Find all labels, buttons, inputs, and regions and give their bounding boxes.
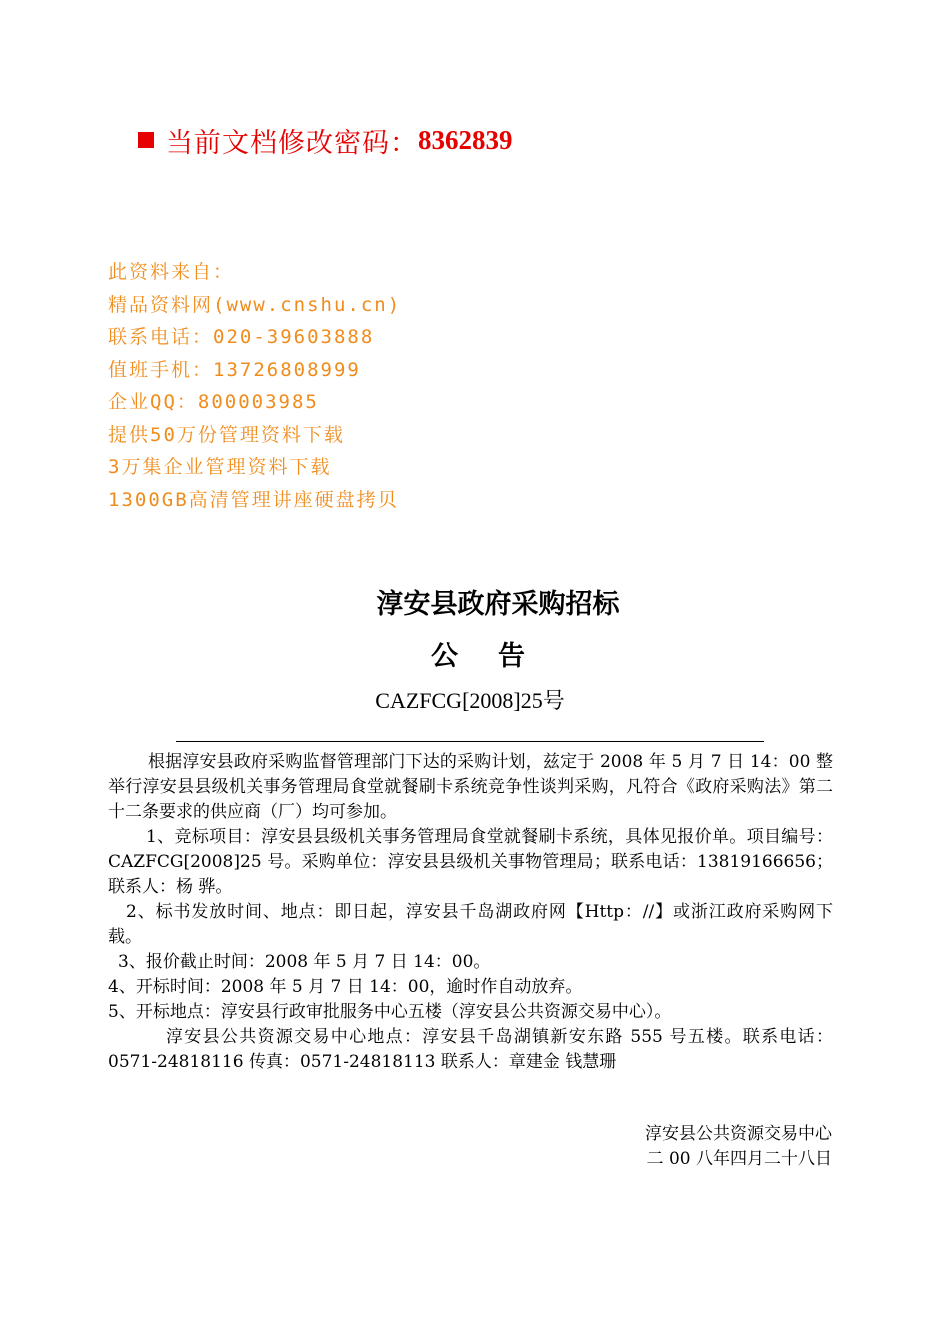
item-tender-docs: 2、标书发放时间、地点：即日起，淳安县千岛湖政府网【Http：//】或浙江政府采购网下载。 (108, 902, 833, 947)
source-line-website: 精品资料网(www.cnshu.cn) (108, 293, 402, 316)
source-line-qq: 企业QQ：800003985 (108, 391, 319, 413)
title-divider (176, 741, 764, 742)
notice-subtitle: 公告 (431, 641, 565, 672)
password-notice (138, 118, 513, 162)
intro-paragraph: 根据淳安县政府采购监督管理部门下达的采购计划，兹定于 2008 年 5 月 7 日 14：00 整举行淳安县县级机关事务管理局食堂就餐刷卡系统竞争性谈判采购，凡符合《政府采购法》第二十二条要求的供应商（厂）均可参加。 (108, 752, 833, 822)
item-opening-time: 4、开标时间：2008 年 5 月 7 日 14：00，逾时作自动放弃。 (108, 977, 583, 997)
source-info-block (108, 256, 401, 516)
source-line-offer-2: 3万集企业管理资料下载 (108, 456, 332, 478)
notice-body (108, 750, 833, 1075)
signature-block (645, 1122, 832, 1172)
source-line-phone: 联系电话：020-39603888 (108, 326, 375, 348)
signature-date: 二 00 八年四月二十八日 (646, 1149, 832, 1169)
signature-org: 淳安县公共资源交易中心 (645, 1124, 832, 1144)
center-address-contact: 淳安县公共资源交易中心地点：淳安县千岛湖镇新安东路 555 号五楼。联系电话： 0571-24818116 传真：0571-24818113 联系人：章建金 钱慧珊 (108, 1027, 833, 1072)
item-project: 1、竞标项目：淳安县县级机关事务管理局食堂就餐刷卡系统，具体见报价单。项目编号：CAZFCG[2008]25 号。采购单位：淳安县县级机关事物管理局；联系电话：13819166656；联系人：杨 骅。 (108, 827, 833, 897)
password-code: 8362839 (418, 124, 513, 155)
source-line-mobile: 值班手机：13726808999 (108, 358, 361, 381)
password-label: 当前文档修改密码： (166, 127, 418, 159)
notice-title: 淳安县政府采购招标 (376, 589, 620, 620)
source-line-offer-1: 提供50万份管理资料下载 (108, 423, 345, 446)
source-line-intro: 此资料来自： (108, 261, 235, 283)
document-number: CAZFCG[2008]25号 (375, 688, 565, 713)
source-line-offer-3: 1300GB高清管理讲座硬盘拷贝 (108, 488, 399, 511)
item-opening-place: 5、开标地点：淳安县行政审批服务中心五楼（淳安县公共资源交易中心）。 (108, 1002, 672, 1022)
item-deadline: 3、报价截止时间：2008 年 5 月 7 日 14：00。 (118, 952, 491, 972)
red-square-bullet-icon (138, 132, 154, 148)
